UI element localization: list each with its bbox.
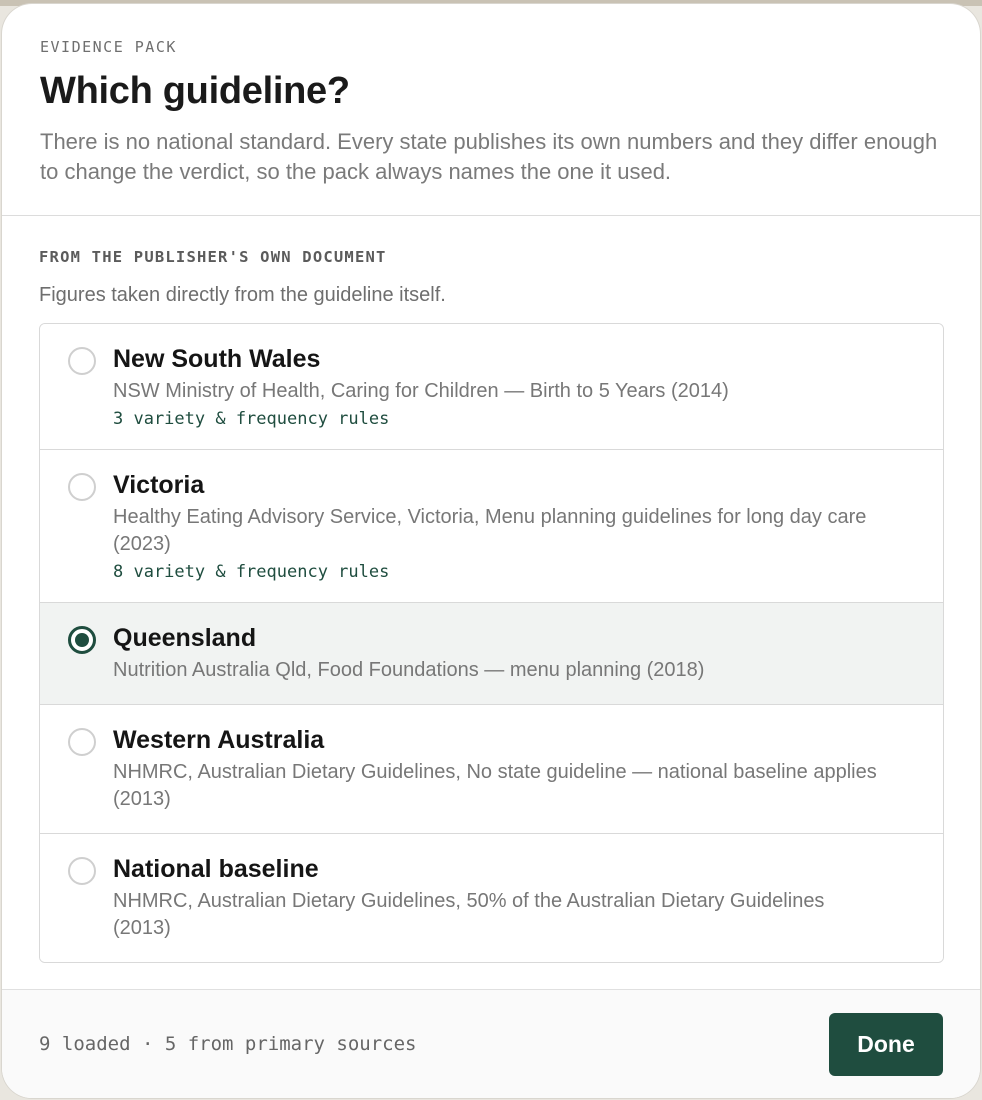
option-name: New South Wales [113, 345, 321, 373]
option-name: National baseline [113, 855, 319, 883]
radio-button[interactable] [68, 473, 96, 501]
section-description: Figures taken directly from the guideline itself. [39, 284, 446, 306]
option-name: Queensland [113, 624, 257, 652]
option-name: Western Australia [113, 726, 325, 754]
option-source: Healthy Eating Advisory Service, Victoria, Menu planning guidelines for long day care (2023) [113, 506, 867, 555]
guideline-options [39, 323, 944, 963]
dialog-subtitle: There is no national standard. Every state publishes its own numbers and they differ enough to change the verdict, so the pack always names the one it used. [40, 129, 938, 184]
done-button[interactable]: Done [829, 1013, 943, 1076]
dialog-footer [2, 989, 980, 1098]
guideline-dialog [2, 4, 980, 1098]
option-text [113, 623, 923, 684]
option-source: Nutrition Australia Qld, Food Foundations — menu planning (2018) [113, 659, 705, 681]
option-queensland[interactable] [40, 602, 943, 704]
load-status: 9 loaded · 5 from primary sources [39, 1033, 417, 1055]
dialog-title: Which guideline? [40, 70, 350, 112]
option-name: Victoria [113, 471, 205, 499]
option-victoria[interactable] [40, 449, 943, 602]
option-source: NHMRC, Australian Dietary Guidelines, 50% of the Australian Dietary Guidelines (2013) [113, 890, 825, 939]
option-source: NSW Ministry of Health, Caring for Children — Birth to 5 Years (2014) [113, 380, 729, 402]
option-text [113, 344, 923, 429]
radio-button[interactable] [68, 347, 96, 375]
radio-button[interactable] [68, 728, 96, 756]
dialog-header [2, 4, 980, 216]
option-rules: 3 variety & frequency rules [113, 409, 390, 429]
dialog-body [2, 216, 980, 963]
option-western-australia[interactable] [40, 704, 943, 833]
option-text [113, 854, 923, 942]
option-rules: 8 variety & frequency rules [113, 562, 390, 582]
radio-button[interactable] [68, 857, 96, 885]
radio-button[interactable] [68, 626, 96, 654]
option-text [113, 470, 923, 582]
option-national-baseline[interactable] [40, 833, 943, 962]
eyebrow-label: EVIDENCE PACK [40, 38, 177, 56]
option-source: NHMRC, Australian Dietary Guidelines, No state guideline — national baseline applies (2013) [113, 761, 877, 810]
section-label: FROM THE PUBLISHER'S OWN DOCUMENT [39, 248, 387, 266]
option-new-south-wales[interactable] [40, 324, 943, 449]
option-text [113, 725, 923, 813]
